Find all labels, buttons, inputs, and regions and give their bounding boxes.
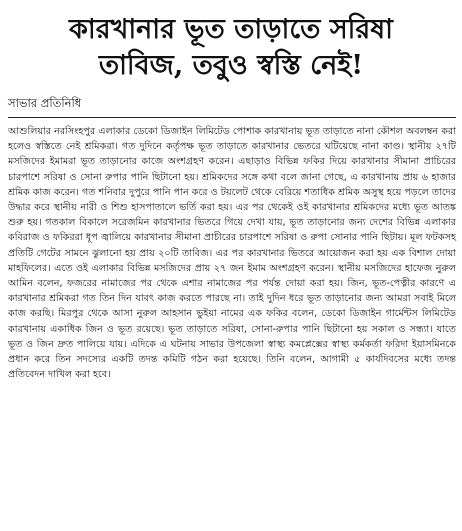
byline: সাভার প্রতিনিধি xyxy=(8,96,82,110)
article-headline xyxy=(0,12,462,84)
article-paragraph: আশুলিয়ার নরসিংহপুর এলাকার ডেকো ডিজাইন লিমিটেড পোশাক কারখানায় ভূত তাড়াতে নানা কৌশল অবলম্বন করা হলেও স্বস্তিতে নেই শ্রমিকরা। গত দুদিনে কর্তৃপক্ষ ভূত তাড়াতে কারখানার ভেতরে ঘটিয়েছে নানা কাণ্ড। স্থানীয় ২৭টি মসজিদের ইমামরা ভূত তাড়ানোর কাজে অংশগ্রহণ করেন। এছাড়াও বিভিন্ন ফকির দিয়ে কারখানার সীমানা প্রাচিরের চারপাশে সরিষা ও সোনা রুপার পানি ছিটানো হয়। শ্রমিকদের সঙ্গে কথা বলে জানা গেছে, এ কারখানায় প্রায় ৬ হাজার শ্রমিক কাজ করেন। গত শনিবার দুপুরে পানি পান করে ও টয়লেট থেকে বেরিয়ে শতাধিক শ্রমিক অসুস্থ হয়ে পড়লে তাদের উদ্ধার করে স্থানীয় নারী ও শিশু হাসপাতালে ভর্তি করা হয়। এর পর থেকেই ওই কারখানার শ্রমিকদের মধ্যে ভূত আতঙ্ক শুরু হয়। গতকাল বিকালে সরেজমিন কারখানার ভিতরে গিয়ে দেখা যায়, ভূত তাড়ানোর জন্য দেশের বিভিন্ন এলাকার কবিরাজ ও ফকিররা ধূপ জ্বালিয়ে কারখানার সীমানা প্রাচীরের চারপাশে সরিষা ও রুপা সোনার পানি ছিটায়। মূল ফটকসহ প্রতিটি গেটের সামনে ঝুলানো হয় প্রায় ২০টি তাবিজ। এর পর কারখানার ভিতরে আয়োজন করা হয় এক বিশাল দোয়া মাহফিলের। এতে ওই এলাকার বিভিন্ন মসজিদের প্রায় ২৭ জন ইমাম অংশগ্রহণ করেন। স্থানীয় মসজিদের হাফেজ নুরুল আমিন বলেন, ফজরের নামাজের পর থেকে এশার নামাজের পর পর্যন্ত দোয়া করা হয়। জিন, ভূত-পেত্নীর কারণে এ কারখানার শ্রমিকরা গত তিন দিন যাবৎ কাজ করতে পারছে না। তাই দুদিন ধরে ভূত তাড়ানোর জন্য আমরা সবাই মিলে কাজ করছি। মিরপুর থেকে আসা নুরুল আহসান ভুইয়া নামের এক ফকির বলেন, ডেকো ডিজাইন গার্মেন্টস লিমিটেড কারখানায় একাধিক জিন ও ভূত রয়েছে। ভূত তাড়াতে সরিষা, সোনা-রুপার পানি ছিটানো হয় সকাল ও সন্ধ্যা। যাতে ভূত ও জিন দ্রুত পালিয়ে যায়। এদিকে এ ঘটনায় সাভার উপজেলা স্বাস্থ্য কমপ্লেক্সের স্বাস্থ্য কর্মকর্তা ফরিদা ইয়াসমিনকে প্রধান করে তিন সদস্যের একটি তদন্ত কমিটি গঠন করা হয়েছে। তিনি বলেন, আগামী ৫ কার্যদিবসের মধ্যে তদন্ত প্রতিবেদন দাখিল করা হবে। xyxy=(8,126,456,381)
headline-line-2: তাবিজ, তবুও স্বস্তি নেই! xyxy=(98,50,364,81)
byline-divider xyxy=(8,117,456,118)
article-body xyxy=(8,124,456,382)
headline-line-1: কারখানার ভূত তাড়াতে সরিষা xyxy=(69,14,393,45)
